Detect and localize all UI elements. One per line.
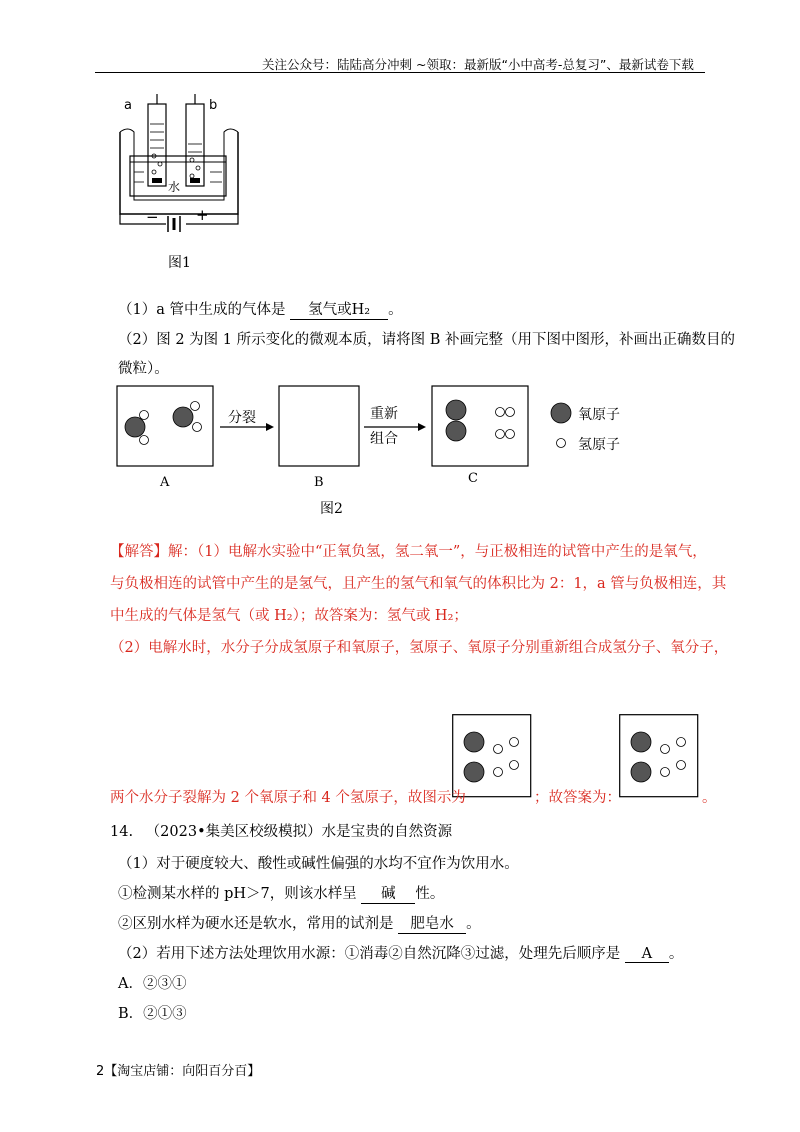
tube-b-label: b — [209, 98, 218, 113]
arrow-recombine-label-top: 重新 — [370, 406, 398, 422]
solution-line-4: （2）电解水时，水分子分成氢原子和氧原子，氢原子、氧原子分别重新组合成氢分子、氧分子， — [110, 640, 729, 656]
solution-line-2: 与负极相连的试管中产生的是氢气，且产生的氢气和氧气的体积比为 2：1，a 管与负极相连，其 — [110, 576, 727, 592]
q14-part-1-2: ②区别水样为硬水还是软水，常用的试剂是 肥皂水 。 — [118, 912, 481, 934]
arrow-split-label: 分裂 — [228, 410, 256, 426]
q14-part-2: （2）若用下述方法处理饮用水源：①消毒②自然沉降③过滤，处理先后顺序是 A 。 — [118, 946, 684, 962]
q14-answer-alkaline: 碱 — [361, 882, 415, 904]
box-a-label: A — [160, 475, 170, 490]
q14-answer-order: A — [625, 946, 669, 963]
water-molecule — [173, 402, 202, 432]
answer-box-b-2 — [619, 714, 699, 798]
question-number: 14. — [110, 824, 134, 840]
arrow-recombine-label-bottom: 组合 — [370, 431, 398, 447]
solution-line-5b: ；故答案为： — [534, 790, 621, 806]
hydrogen-molecule — [496, 408, 515, 417]
hydrogen-molecule — [496, 430, 515, 439]
water-molecule — [125, 411, 149, 445]
box-c — [432, 386, 528, 466]
solution-line-5c: 。 — [702, 790, 717, 806]
legend-hydrogen-label: 氢原子 — [578, 437, 620, 453]
question-14-text: （2023•集美区校级模拟）水是宝贵的自然资源 — [145, 824, 453, 840]
figure-1-caption: 图1 — [168, 255, 191, 271]
q1-suffix: 。 — [388, 302, 403, 318]
header-divider — [95, 72, 705, 73]
water-label: 水 — [168, 180, 181, 194]
question-2-line1: （2）图 2 为图 1 所示变化的微观本质，请将图 B 补画完整（用下图中图形，补画出正确数目的 — [118, 332, 735, 348]
option-a: A．②③① — [118, 976, 187, 992]
legend-oxygen-label: 氧原子 — [578, 407, 620, 423]
q14-answer-reagent: 肥皂水 — [398, 912, 466, 934]
solution-line-5a: 两个水分子裂解为 2 个氧原子和 4 个氢原子，故图示为 — [110, 790, 466, 806]
oxygen-atom-legend-icon — [551, 403, 571, 423]
page-header: 关注公众号：陆陆高分冲刺 ~领取：最新版“小中高考-总复习”、最新试卷下载 — [262, 57, 694, 72]
solution-tag: 【解答】 — [110, 544, 168, 560]
box-c-label: C — [468, 471, 478, 486]
q14-part-1-1: ①检测某水样的 pH＞7，则该水样呈 碱 性。 — [118, 882, 444, 904]
q1-prefix: （1）a 管中生成的气体是 — [118, 302, 286, 318]
solution-line-1: 【解答】解：（1）电解水实验中“正氧负氢，氢二氧一”，与正极相连的试管中产生的是氧气， — [110, 544, 707, 560]
hydrogen-atom-legend-icon — [557, 439, 566, 448]
question-1 — [118, 298, 403, 320]
page-footer: 2【淘宝店铺：向阳百分百】 — [96, 1064, 261, 1079]
figure-2 — [116, 385, 636, 525]
figure-1 — [110, 92, 250, 277]
question-2-line2: 微粒）。 — [118, 361, 169, 377]
solution-line-3: 中生成的气体是氢气（或 H₂）；故答案为：氢气或 H₂； — [110, 608, 468, 624]
box-b-label: B — [314, 475, 324, 490]
plus-sign: + — [196, 206, 209, 224]
question-14-stem — [110, 820, 452, 841]
figure-2-caption: 图2 — [320, 501, 343, 517]
minus-sign: − — [146, 208, 159, 226]
option-b: B．②①③ — [118, 1006, 187, 1022]
q1-answer: 氢气或H₂ — [290, 298, 388, 320]
box-b — [279, 386, 359, 466]
q14-part-1: （1）对于硬度较大、酸性或碱性偏强的水均不宜作为饮用水。 — [118, 856, 519, 872]
oxygen-molecule — [446, 400, 466, 441]
tube-a-label: a — [124, 98, 132, 113]
